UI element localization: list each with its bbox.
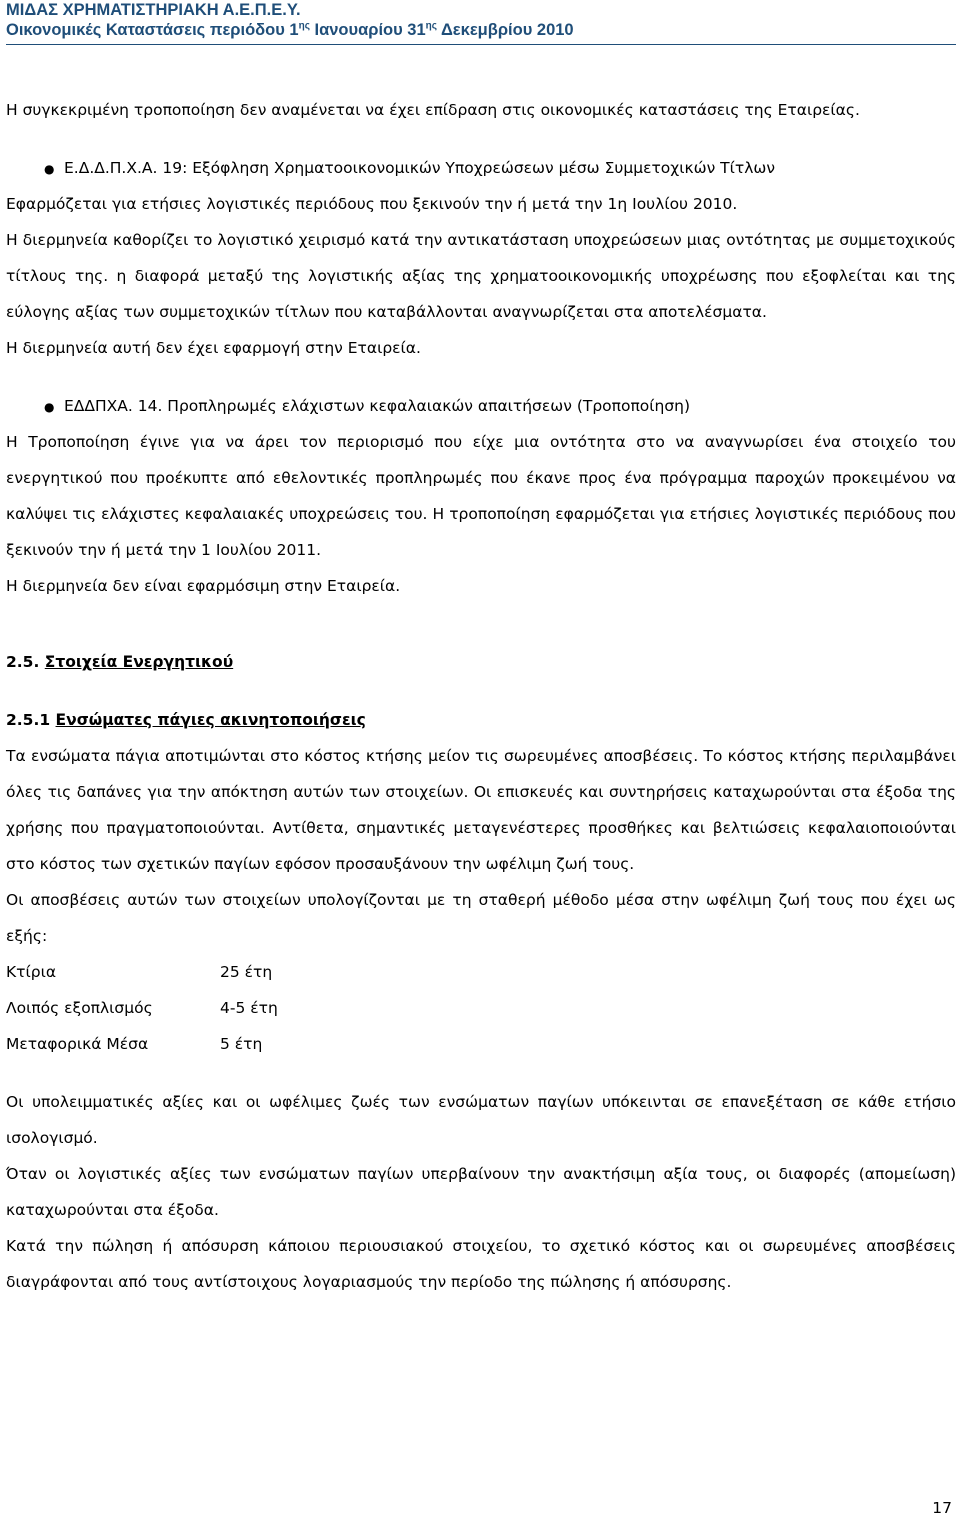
fixed-assets-paragraph-2: Οι αποσβέσεις αυτών των στοιχείων υπολογίζονται με τη σταθερή μέθοδο μέσα στην ωφέλιμη ζωή τους που έχει ως εξής: [6, 891, 956, 945]
asset-label: Μεταφορικά Μέσα [6, 1035, 149, 1053]
fixed-assets-paragraph-1: Τα ενσώματα πάγια αποτιμώνται στο κόστος κτήσης μείον τις σωρευμένες αποσβέσεις. Το κόστος κτήσης περιλαμβάνει όλες τις δαπάνες για την απόκτηση αυτών των στοιχείων. Οι επισκευές και συντηρήσεις καταχωρούνται στα έξοδα της χρήσης που πραγματοποιούνται. Αντίθετα, σημαντικές μεταγενέστερες προσθήκες και βελτιώσεις κεφαλαιοποιούνται στο κόστος των σχετικών παγίων εφόσον προσαυξάνουν την ωφέλιμη ζωή τους. [6, 747, 956, 873]
section-2-5-1-heading: 2.5.1 Ενσώματες πάγιες ακινητοποιήσεις [6, 711, 366, 729]
depreciation-table [6, 954, 278, 1062]
useful-life: 25 έτη [220, 963, 273, 981]
bullet-icon: ● [44, 400, 55, 414]
report-period: Οικονομικές Καταστάσεις περιόδου $1^{\eta\varsigma}$ Ιανουαρίου $31^{\eta\varsigma}$ Δεκεμβρίου 2010 [6, 20, 574, 39]
asset-label: Κτίρια [6, 963, 57, 981]
section-2-5-heading: 2.5. Στοιχεία Ενεργητικού [6, 653, 234, 671]
ifric19-paragraph-1: Εφαρμόζεται για ετήσιες λογιστικές περιόδους που ξεκινούν την ή μετά την 1η Ιουλίου 2010. [6, 195, 738, 213]
ifric19-item [6, 150, 956, 186]
page-header [6, 0, 956, 40]
fixed-assets-paragraph-4: Όταν οι λογιστικές αξίες των ενσώματων παγίων υπερβαίνουν την ανακτήσιμη αξία τους, οι διαφορές (απομείωση) καταχωρούνται στα έξοδα. [6, 1165, 956, 1219]
ifric14-paragraph-2: Η διερμηνεία δεν είναι εφαρμόσιμη στην Εταιρεία. [6, 577, 401, 595]
company-name: ΜΙΔΑΣ ΧΡΗΜΑΤΙΣΤΗΡΙΑΚΗ Α.Ε.Π.Ε.Υ. [6, 1, 301, 19]
table-row [6, 1026, 278, 1062]
ifric19-paragraph-2: Η διερμηνεία καθορίζει το λογιστικό χειρισμό κατά την αντικατάσταση υποχρεώσεων μιας οντότητας με συμμετοχικούς τίτλους της. η διαφορά μεταξύ της λογιστικής αξίας της χρηματοοικονομικής υποχρέωσης που εξοφλείται και της εύλογης αξίας των συμμετοχικών τίτλων που καταβάλλονται αναγνωρίζεται στα αποτελέσματα. [6, 231, 956, 321]
useful-life: 4-5 έτη [220, 999, 278, 1017]
ifric19-paragraph-3: Η διερμηνεία αυτή δεν έχει εφαρμογή στην Εταιρεία. [6, 339, 421, 357]
ifric14-title: ΕΔΔΠΧΑ. 14. Προπληρωμές ελάχιστων κεφαλαιακών απαιτήσεων (Τροποποίηση) [64, 397, 691, 415]
table-row [6, 954, 278, 990]
header-divider [6, 44, 956, 45]
fixed-assets-paragraph-5: Κατά την πώληση ή απόσυρση κάποιου περιουσιακού στοιχείου, το σχετικό κόστος και οι σωρευμένες αποσβέσεις διαγράφονται από τους αντίστοιχους λογαριασμούς την περίοδο της πώλησης ή απόσυρσης. [6, 1237, 956, 1291]
intro-paragraph: Η συγκεκριμένη τροποποίηση δεν αναμένεται να έχει επίδραση στις οικονομικές καταστάσεις της Εταιρείας. [6, 101, 860, 119]
document-body [6, 92, 956, 1300]
ifric14-item [6, 388, 956, 424]
table-row [6, 990, 278, 1026]
asset-label: Λοιπός εξοπλισμός [6, 999, 153, 1017]
bullet-icon: ● [44, 162, 55, 176]
useful-life: 5 έτη [220, 1035, 263, 1053]
ifric14-paragraph-1: Η Τροποποίηση έγινε για να άρει τον περιορισμό που είχε μια οντότητα στο να αναγνωρίσει ένα στοιχείο του ενεργητικού που προέκυπτε από εθελοντικές προπληρωμές που έκανε προς ένα πρόγραμμα παροχών προκειμένου να καλύψει τις ελάχιστες κεφαλαιακές υποχρεώσεις του. Η τροποποίηση εφαρμόζεται για ετήσιες λογιστικές περιόδους που ξεκινούν την ή μετά την 1 Ιουλίου 2011. [6, 433, 956, 559]
ifric19-title: Ε.Δ.Δ.Π.Χ.Α. 19: Εξόφληση Χρηματοοικονομικών Υποχρεώσεων μέσω Συμμετοχικών Τίτλων [64, 159, 776, 177]
fixed-assets-paragraph-3: Οι υπολειμματικές αξίες και οι ωφέλιμες ζωές των ενσώματων παγίων υπόκεινται σε επανεξέταση σε κάθε ετήσιο ισολογισμό. [6, 1093, 956, 1147]
page-number: 17 [932, 1499, 952, 1517]
